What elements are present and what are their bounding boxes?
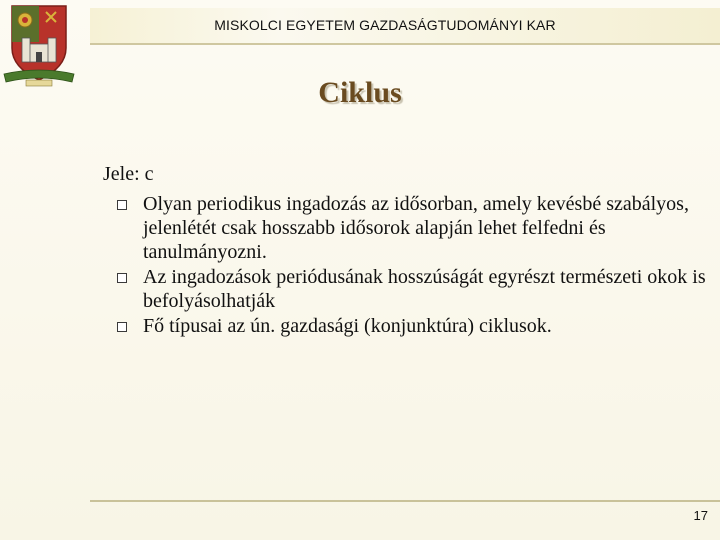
slide-title (0, 76, 720, 110)
bullet-text: Fő típusai az ún. gazdasági (konjunktúra) ciklusok. (143, 315, 552, 337)
page-number: 17 (693, 508, 708, 523)
bullet-text: Az ingadozások periódusának hosszúságát egyrészt természeti okok is befolyásolhatják (143, 266, 706, 312)
bullet-item (103, 314, 713, 338)
institution-header: MISKOLCI EGYETEM GAZDASÁGTUDOMÁNYI KAR (214, 17, 556, 33)
slide-content (103, 162, 713, 339)
bullet-text: Olyan periodikus ingadozás az idősorban, amely kevésbé szabályos, jelenlétét csak hosszabb idősorok alapján lehet felfedni és tanulmányozni. (143, 193, 689, 263)
hollow-square-bullet-icon (117, 273, 127, 283)
hollow-square-bullet-icon (117, 322, 127, 332)
header-divider (90, 43, 720, 45)
symbol-line: Jele: c (103, 163, 154, 185)
hollow-square-bullet-icon (117, 200, 127, 210)
bullet-item (103, 192, 713, 264)
slide-title-text: Ciklus (318, 76, 402, 109)
bullet-list (103, 192, 713, 338)
footer-divider (90, 500, 720, 502)
bullet-item (103, 265, 713, 313)
